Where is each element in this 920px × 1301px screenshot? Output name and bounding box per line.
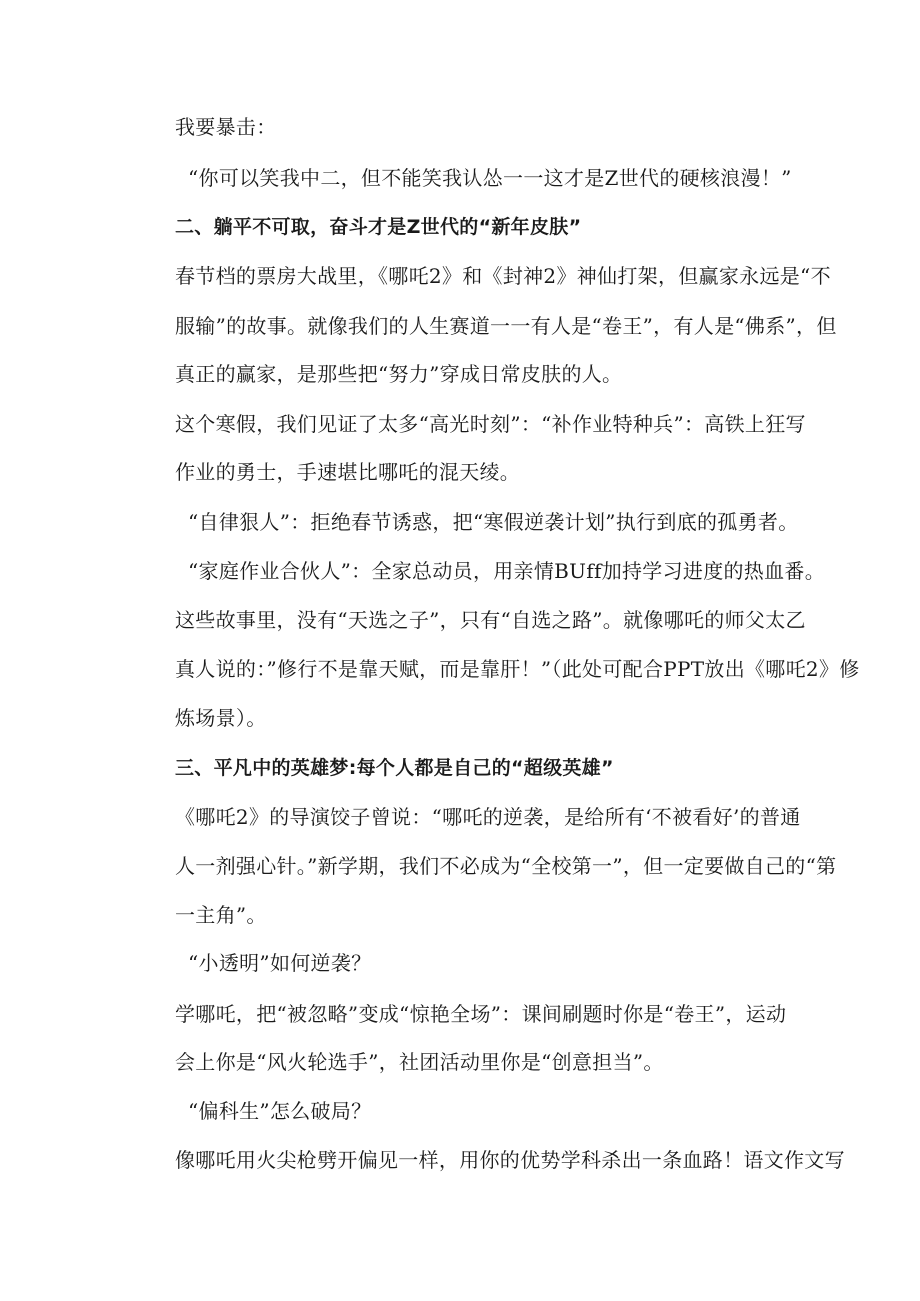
section-heading-3: 三、平凡中的英雄梦:每个人都是自己的“超级英雄”	[175, 757, 614, 779]
paragraph-line: 这个寒假，我们见证了太多“高光时刻”：“补作业特种兵”：高铁上狂写	[175, 412, 806, 436]
paragraph-line: 会上你是“风火轮选手”，社团活动里你是“创意担当”。	[175, 1050, 664, 1074]
list-item-line: “家庭作业合伙人”：全家总动员，用亲情BUff加持学习进度的热血番。	[188, 559, 826, 583]
paragraph-line: 学哪吒，把“被忽略”变成“惊艳全场”：课间刷题时你是“卷王”，运动	[175, 1002, 787, 1026]
paragraph-line: 服输”的故事。就像我们的人生赛道一一有人是“卷王”，有人是“佛系”，但	[175, 314, 837, 338]
list-item-line: “自律狠人”：拒绝春节诱惑，把“寒假逆袭计划”执行到底的孤勇者。	[188, 510, 799, 534]
paragraph-line: 春节档的票房大战里，《哪吒2》和《封神2》神仙打架，但赢家永远是“不	[175, 264, 831, 288]
paragraph-line: 作业的勇士，手速堪比哪吒的混天绫。	[175, 460, 521, 484]
section-heading-2: 二、躺平不可取，奋斗才是Z世代的“新年皮肤”	[175, 216, 582, 238]
paragraph-line: 真正的赢家，是那些把“努力”穿成日常皮肤的人。	[175, 362, 623, 386]
paragraph-line: 这些故事里，没有“天选之子”，只有“自选之路”。就像哪吒的师父太乙	[175, 608, 806, 632]
subheading-line: “偏科生”怎么破局？	[188, 1099, 372, 1123]
paragraph-line: 人一剂强心针。”新学期，我们不必成为“全校第一”，但一定要做自己的“第	[175, 854, 837, 878]
paragraph-line: 一主角”。	[175, 903, 267, 927]
paragraph-line: 像哪吒用火尖枪劈开偏见一样，用你的优势学科杀出一条血路！语文作文写	[175, 1148, 845, 1172]
paragraph-line: 炼场景）。	[175, 706, 267, 730]
paragraph-line: 《哪吒2》的导演饺子曾说：“哪吒的逆袭，是给所有‘不被看好’的普通	[175, 805, 801, 829]
paragraph-line: 真人说的：”修行不是靠天赋，而是靠肝！”（此处可配合PPT放出《哪吒2》修	[175, 657, 860, 681]
quote-line: “你可以笑我中二，但不能笑我认怂一一这才是Z世代的硬核浪漫！”	[188, 166, 792, 190]
subheading-line: “小透明”如何逆袭？	[188, 951, 372, 975]
paragraph-line-intro: 我要暴击：	[175, 115, 277, 139]
